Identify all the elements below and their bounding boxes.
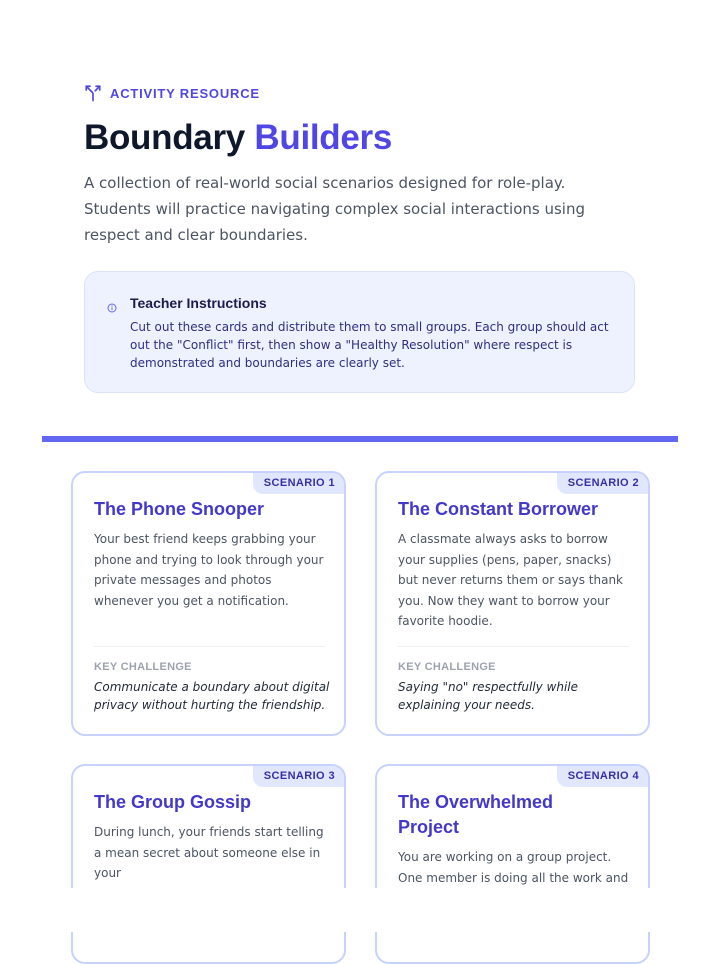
scenario-title: The Phone Snooper [94, 499, 265, 519]
scenario-card-2 [375, 471, 650, 736]
scenario-badge: SCENARIO 3 [253, 766, 344, 787]
card-divider [398, 646, 629, 647]
scenario-description: Your best friend keeps grabbing your phone and trying to look through your private messages and photos whenever you get a notification. [94, 532, 324, 608]
scenario-title: The Overwhelmed Project [398, 792, 554, 837]
eyebrow-label: ACTIVITY RESOURCE [110, 85, 260, 101]
scenario-description: During lunch, your friends start telling a mean secret about someone else in your [94, 825, 324, 880]
page-title [84, 116, 644, 160]
title-main: Boundary [84, 118, 245, 157]
header [84, 82, 644, 248]
scenario-title: The Group Gossip [94, 792, 252, 812]
info-icon [107, 303, 117, 313]
key-challenge-text: Communicate a boundary about digital privacy without hurting the friendship. [94, 680, 330, 712]
scenario-card-3 [71, 764, 346, 964]
title-accent: Builders [254, 118, 393, 157]
scenario-badge: SCENARIO 2 [557, 473, 648, 494]
split-arrows-icon [84, 84, 102, 102]
section-divider [42, 436, 678, 442]
instructions-body: Cut out these cards and distribute them to small groups. Each group should act out the "Conflict" first, then show a "Healthy Resolution" where respect is demonstrated and boundaries are clearly set. [130, 320, 609, 370]
intro-text: A collection of real-world social scenarios designed for role-play. Students will practice navigating complex social interactions using respect and clear boundaries. [84, 174, 585, 244]
scenario-badge: SCENARIO 4 [557, 766, 648, 787]
card-divider [94, 646, 325, 647]
scenario-title: The Constant Borrower [398, 499, 599, 519]
key-challenge-label: KEY CHALLENGE [398, 661, 496, 673]
page-bottom-fade [0, 888, 720, 932]
scenario-description: A classmate always asks to borrow your supplies (pens, paper, snacks) but never returns them or says thank you. Now they want to borrow your favorite hoodie. [398, 532, 623, 628]
scenario-card-4 [375, 764, 650, 964]
instructions-title: Teacher Instructions [130, 295, 267, 311]
scenario-card-1 [71, 471, 346, 736]
key-challenge-label: KEY CHALLENGE [94, 661, 192, 673]
scenario-description: You are working on a group project. One member is doing all the work and [398, 850, 629, 885]
scenario-badge: SCENARIO 1 [253, 473, 344, 494]
key-challenge-text: Saying "no" respectfully while explaining your needs. [398, 680, 578, 712]
eyebrow [84, 82, 644, 104]
teacher-instructions [84, 271, 635, 393]
